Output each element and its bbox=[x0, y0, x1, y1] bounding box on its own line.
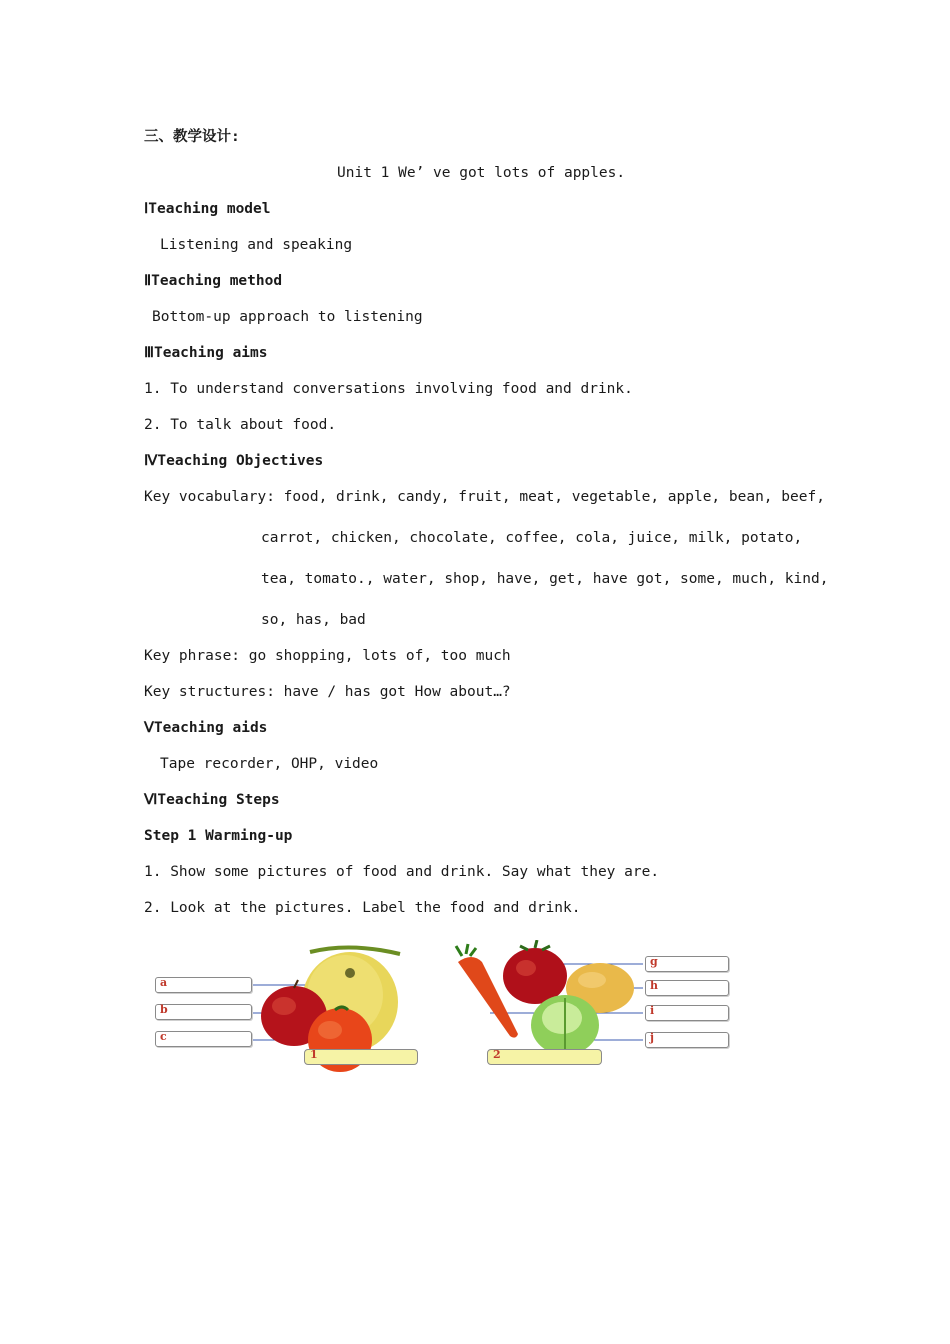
label-letter-g: g bbox=[650, 955, 658, 968]
cabbage-icon bbox=[531, 995, 599, 1055]
fruit-picture bbox=[150, 940, 425, 1075]
label-box-j[interactable] bbox=[645, 1032, 729, 1048]
step1-heading: Step 1 Warming-up bbox=[144, 828, 293, 844]
label-box-c[interactable] bbox=[155, 1031, 252, 1047]
step1-item-1: 1. Show some pictures of food and drink. Say what they are. bbox=[144, 864, 660, 880]
label-letter-a: a bbox=[160, 976, 168, 989]
teaching-model-heading: ⅠTeaching model bbox=[144, 201, 271, 217]
teaching-method-text: Bottom-up approach to listening bbox=[152, 309, 423, 325]
answer-box-2[interactable] bbox=[487, 1049, 602, 1065]
label-box-a[interactable] bbox=[155, 977, 252, 993]
teaching-steps-heading: ⅥTeaching Steps bbox=[144, 792, 280, 808]
label-box-g[interactable] bbox=[645, 956, 729, 972]
aim-item-1: 1. To understand conversations involving food and drink. bbox=[144, 381, 633, 397]
vocab-line-3: tea, tomato., water, shop, have, get, have got, some, much, kind, bbox=[261, 571, 829, 587]
tomato-icon bbox=[503, 940, 567, 1004]
label-letter-b: b bbox=[160, 1003, 168, 1016]
vocab-line-1: Key vocabulary: food, drink, candy, fruit, meat, vegetable, apple, bean, beef, bbox=[144, 489, 825, 505]
aim-item-2: 2. To talk about food. bbox=[144, 417, 337, 433]
teaching-objectives-heading: ⅣTeaching Objectives bbox=[144, 453, 324, 469]
label-box-i[interactable] bbox=[645, 1005, 729, 1021]
answer-number-2: 2 bbox=[493, 1048, 501, 1061]
label-box-b[interactable] bbox=[155, 1004, 252, 1020]
teaching-aims-heading: ⅢTeaching aims bbox=[144, 345, 268, 361]
vocab-line-4: so, has, bad bbox=[261, 612, 366, 628]
label-letter-i: i bbox=[650, 1004, 655, 1017]
label-letter-h: h bbox=[650, 979, 658, 992]
answer-number-1: 1 bbox=[310, 1048, 318, 1061]
key-phrase: Key phrase: go shopping, lots of, too much bbox=[144, 648, 511, 664]
step1-item-2: 2. Look at the pictures. Label the food and drink. bbox=[144, 900, 581, 916]
teaching-model-text: Listening and speaking bbox=[160, 237, 353, 253]
answer-box-1[interactable] bbox=[304, 1049, 418, 1065]
vegetable-picture bbox=[450, 940, 735, 1075]
teaching-aids-text: Tape recorder, OHP, video bbox=[160, 756, 379, 772]
section-heading: 三、教学设计: bbox=[144, 129, 240, 145]
teaching-aids-heading: ⅤTeaching aids bbox=[144, 720, 268, 736]
label-box-h[interactable] bbox=[645, 980, 729, 996]
vocab-line-2: carrot, chicken, chocolate, coffee, cola, juice, milk, potato, bbox=[261, 530, 803, 546]
label-letter-c: c bbox=[160, 1030, 167, 1043]
unit-title: Unit 1 We’ ve got lots of apples. bbox=[337, 165, 626, 181]
teaching-method-heading: ⅡTeaching method bbox=[144, 273, 283, 289]
key-structures: Key structures: have / has got How about…? bbox=[144, 684, 511, 700]
label-letter-j: j bbox=[650, 1031, 654, 1044]
